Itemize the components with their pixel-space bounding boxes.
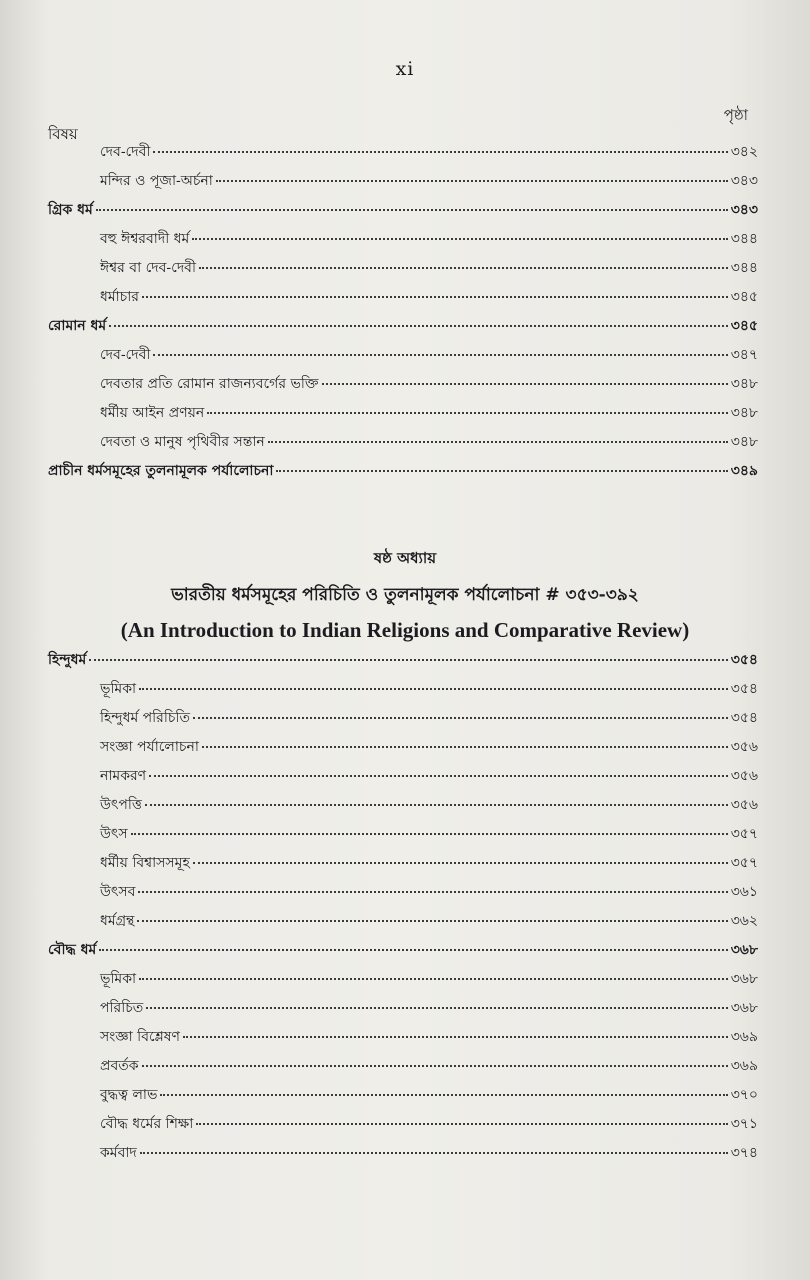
toc-entry xyxy=(48,140,758,169)
toc-entry xyxy=(48,227,758,256)
toc-entry-page: ৩৫৬ xyxy=(730,739,758,755)
toc-entry-title: নামকরণ xyxy=(100,768,147,784)
toc-entry-title: গ্রিক ধর্ম xyxy=(48,202,93,218)
toc-entry-title: উৎপত্তি xyxy=(100,797,142,813)
chapter-english-title: (An Introduction to Indian Religions and Comparative Review) xyxy=(120,618,690,642)
toc-entry-page: ৩৪৮ xyxy=(730,434,758,450)
toc-entry xyxy=(48,822,758,851)
toc-entry-title: সংজ্ঞা বিশ্লেষণ xyxy=(100,1029,180,1045)
dot-leader xyxy=(183,1036,728,1038)
toc-entry-page: ৩৪৫ xyxy=(730,289,758,305)
toc-entry-page: ৩৫৪ xyxy=(730,710,758,726)
toc-entry xyxy=(48,996,758,1025)
dot-leader xyxy=(131,833,728,835)
toc-entry-page: ৩৪৪ xyxy=(730,260,758,276)
toc-entry-title: প্রবর্তক xyxy=(100,1058,139,1074)
dot-leader xyxy=(216,180,728,182)
dot-leader xyxy=(207,412,727,414)
toc-entry-title: পরিচিত xyxy=(100,1000,144,1016)
toc-entry-page: ৩৪৩ xyxy=(730,173,758,189)
dot-leader xyxy=(193,717,728,719)
toc-entry xyxy=(48,459,758,488)
toc-entry-title: উৎস xyxy=(100,826,128,842)
dot-leader xyxy=(276,470,727,472)
chapter-title: ভারতীয় ধর্মসমূহের পরিচিতি ও তুলনামূলক পর্যালোচনা # ৩৫৩-৩৯২ xyxy=(171,585,639,605)
toc-entry-title: হিন্দুধর্ম xyxy=(48,652,87,668)
toc-entry-page: ৩৬১ xyxy=(730,884,758,900)
toc-entry-page: ৩৬৯ xyxy=(730,1058,758,1074)
toc-entry xyxy=(48,793,758,822)
toc-section-1 xyxy=(48,140,758,488)
toc-entry-page: ৩৫৪ xyxy=(730,652,758,668)
toc-entry xyxy=(48,1112,758,1141)
toc-entry xyxy=(48,1083,758,1112)
toc-entry xyxy=(48,648,758,677)
toc-entry-title: মন্দির ও পূজা-অর্চনা xyxy=(100,173,213,189)
toc-entry-page: ৩৭০ xyxy=(730,1087,758,1103)
subject-column-label: বিষয় xyxy=(48,125,78,143)
toc-entry-page: ৩৫৬ xyxy=(730,768,758,784)
dot-leader xyxy=(142,296,728,298)
toc-entry-page: ৩৪৩ xyxy=(730,202,758,218)
dot-leader xyxy=(193,862,728,864)
toc-entry xyxy=(48,169,758,198)
dot-leader xyxy=(153,151,727,153)
dot-leader xyxy=(142,1065,728,1067)
dot-leader xyxy=(196,1123,727,1125)
toc-entry-page: ৩৫৭ xyxy=(730,855,758,871)
dot-leader xyxy=(89,659,728,661)
toc-entry-page: ৩৫৪ xyxy=(730,681,758,697)
toc-entry-title: দেবতার প্রতি রোমান রাজন্যবর্গের ভক্তি xyxy=(100,376,319,392)
toc-entry xyxy=(48,285,758,314)
toc-entry-title: বহু ঈশ্বরবাদী ধর্ম xyxy=(100,231,190,247)
toc-entry-title: উৎসব xyxy=(100,884,136,900)
toc-entry xyxy=(48,967,758,996)
dot-leader xyxy=(160,1094,727,1096)
toc-entry-title: ধর্মীয় আইন প্রণয়ন xyxy=(100,405,205,421)
toc-entry-page: ৩৪৯ xyxy=(730,463,758,479)
toc-entry xyxy=(48,677,758,706)
toc-entry-title: ভূমিকা xyxy=(100,971,137,987)
toc-entry xyxy=(48,880,758,909)
dot-leader xyxy=(268,441,728,443)
toc-entry-title: ধর্মগ্রন্থ xyxy=(100,913,135,929)
toc-entry-page: ৩৪৮ xyxy=(730,405,758,421)
toc-entry xyxy=(48,1025,758,1054)
chapter-label: ষষ্ঠ অধ্যায় xyxy=(373,549,437,567)
toc-entry-title: রোমান ধর্ম xyxy=(48,318,107,334)
toc-entry-title: দেব-দেবী xyxy=(100,144,151,160)
page-column-label: পৃষ্ঠা xyxy=(723,106,748,124)
toc-entry-page: ৩৫৭ xyxy=(730,826,758,842)
dot-leader xyxy=(139,978,728,980)
toc-entry xyxy=(48,735,758,764)
toc-entry-title: ধর্মীয় বিশ্বাসসমূহ xyxy=(100,855,190,871)
toc-entry-title: ভূমিকা xyxy=(100,681,137,697)
toc-entry xyxy=(48,314,758,343)
toc-entry xyxy=(48,706,758,735)
dot-leader xyxy=(149,775,728,777)
toc-entry-page: ৩৬২ xyxy=(730,913,758,929)
toc-entry-title: কর্মবাদ xyxy=(100,1145,137,1161)
toc-entry xyxy=(48,1054,758,1083)
dot-leader xyxy=(96,209,728,211)
toc-entry-page: ৩৬৮ xyxy=(730,1000,758,1016)
toc-entry xyxy=(48,401,758,430)
toc-entry xyxy=(48,1141,758,1170)
toc-entry xyxy=(48,764,758,793)
dot-leader xyxy=(99,949,727,951)
dot-leader xyxy=(137,920,727,922)
toc-entry-title: সংজ্ঞা পর্যালোচনা xyxy=(100,739,199,755)
dot-leader xyxy=(139,688,728,690)
dot-leader xyxy=(202,746,728,748)
toc-section-2 xyxy=(48,648,758,1170)
toc-entry-page: ৩৫৬ xyxy=(730,797,758,813)
dot-leader xyxy=(145,804,728,806)
toc-entry xyxy=(48,343,758,372)
toc-entry-title: প্রাচীন ধর্মসমূহের তুলনামূলক পর্যালোচনা xyxy=(48,463,274,479)
page-number: xi xyxy=(395,58,415,80)
dot-leader xyxy=(138,891,727,893)
toc-entry xyxy=(48,198,758,227)
toc-entry xyxy=(48,256,758,285)
toc-entry-title: দেবতা ও মানুষ পৃথিবীর সন্তান xyxy=(100,434,265,450)
toc-entry-page: ৩৪৮ xyxy=(730,376,758,392)
dot-leader xyxy=(146,1007,727,1009)
toc-entry-title: দেব-দেবী xyxy=(100,347,151,363)
toc-entry xyxy=(48,430,758,459)
toc-entry-page: ৩৬৮ xyxy=(730,971,758,987)
dot-leader xyxy=(153,354,727,356)
toc-entry xyxy=(48,909,758,938)
toc-entry-page: ৩৪৫ xyxy=(730,318,758,334)
toc-entry-title: হিন্দুধর্ম পরিচিতি xyxy=(100,710,190,726)
toc-entry-page: ৩৭৪ xyxy=(730,1145,758,1161)
toc-entry-title: ধর্মাচার xyxy=(100,289,139,305)
toc-entry xyxy=(48,372,758,401)
toc-entry-title: ঈশ্বর বা দেব-দেবী xyxy=(100,260,196,276)
toc-entry-page: ৩৬৮ xyxy=(730,942,758,958)
dot-leader xyxy=(140,1152,728,1154)
toc-entry-title: বৌদ্ধ ধর্মের শিক্ষা xyxy=(100,1116,194,1132)
toc-entry xyxy=(48,851,758,880)
toc-entry-title: বুদ্ধত্ব লাভ xyxy=(100,1087,158,1103)
dot-leader xyxy=(109,325,728,327)
toc-entry-page: ৩৪৪ xyxy=(730,231,758,247)
dot-leader xyxy=(192,238,727,240)
toc-entry-title: বৌদ্ধ ধর্ম xyxy=(48,942,97,958)
toc-entry xyxy=(48,938,758,967)
toc-entry-page: ৩৪৭ xyxy=(730,347,758,363)
dot-leader xyxy=(199,267,728,269)
dot-leader xyxy=(322,383,728,385)
toc-entry-page: ৩৬৯ xyxy=(730,1029,758,1045)
toc-entry-page: ৩৪২ xyxy=(730,144,758,160)
toc-entry-page: ৩৭১ xyxy=(730,1116,758,1132)
